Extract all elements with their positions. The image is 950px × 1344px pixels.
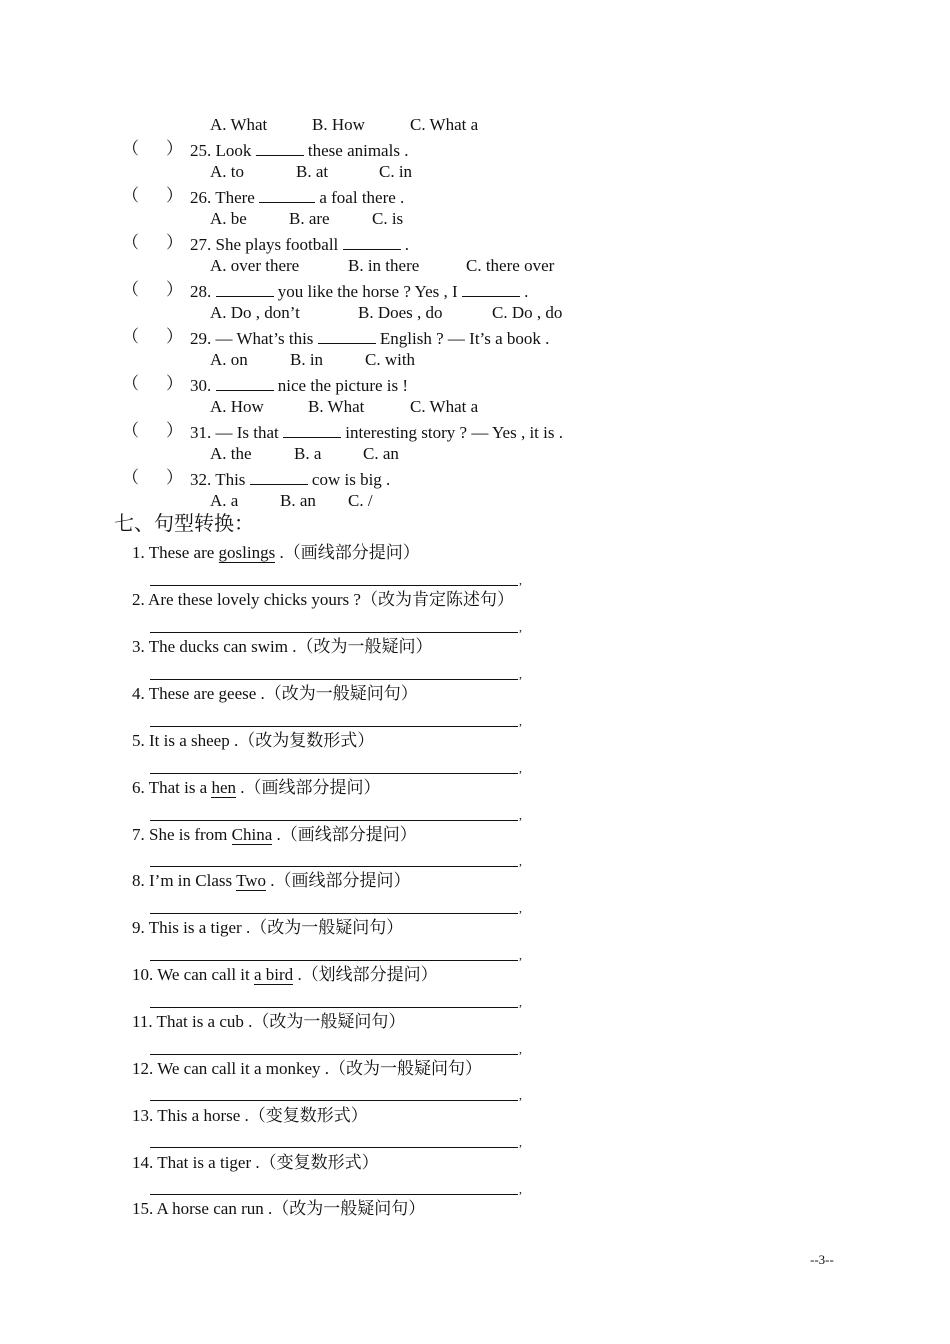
answer-blank[interactable] <box>259 186 315 203</box>
option-a: A. How <box>210 397 264 416</box>
answer-blank[interactable] <box>216 280 274 297</box>
question-stem: 32. This cow is big . <box>190 470 391 489</box>
transform-prompt: 7. She is from China .（画线部分提问） <box>132 825 417 844</box>
transform-prompt: 11. That is a cub .（改为一般疑问句） <box>132 1012 406 1031</box>
transform-prompt: 12. We can call it a monkey .（改为一般疑问句） <box>132 1059 483 1078</box>
question-stem: 31. — Is that interesting story ? — Yes , it is . <box>190 423 563 442</box>
option-a: A. Do , don’t <box>210 303 300 322</box>
answer-paren-open: （ <box>122 280 139 299</box>
question-stem: 25. Look these animals . <box>190 141 409 160</box>
option-c: C. is <box>372 209 404 228</box>
transform-prompt: 5. It is a sheep .（改为复数形式） <box>132 731 375 750</box>
answer-blank[interactable] <box>256 139 304 156</box>
answer-blank[interactable] <box>216 374 274 391</box>
option-a: A. over there <box>210 256 300 275</box>
q24-option-c: C. What a <box>410 115 479 134</box>
question-stem: 30. nice the picture is ! <box>190 376 409 395</box>
option-b: B. in <box>290 350 324 369</box>
option-c: C. What a <box>410 397 479 416</box>
answer-line[interactable] <box>150 866 518 867</box>
q24-option-b: B. How <box>312 115 365 134</box>
answer-line[interactable] <box>150 726 518 727</box>
option-b: B. a <box>294 444 322 463</box>
answer-line[interactable] <box>150 632 518 633</box>
answer-blank[interactable] <box>343 233 401 250</box>
q24-option-a: A. What <box>210 115 268 134</box>
option-c: C. there over <box>466 256 555 275</box>
answer-line[interactable] <box>150 1100 518 1101</box>
answer-paren-close: ） <box>166 280 183 299</box>
option-b: B. at <box>296 162 329 181</box>
transform-prompt: 1. These are goslings .（画线部分提问） <box>132 543 420 562</box>
answer-blank-2[interactable] <box>462 280 520 297</box>
question-stem: 29. — What’s this English ? — It’s a book . <box>190 329 550 348</box>
answer-line[interactable] <box>150 1147 518 1148</box>
answer-paren-open: （ <box>122 374 139 393</box>
answer-line[interactable] <box>150 1054 518 1055</box>
answer-line[interactable] <box>150 960 518 961</box>
answer-blank[interactable] <box>318 327 376 344</box>
transform-prompt: 10. We can call it a bird .（划线部分提问） <box>132 965 438 984</box>
answer-blank[interactable] <box>250 468 308 485</box>
answer-paren-open: （ <box>122 468 139 487</box>
option-b: B. in there <box>348 256 420 275</box>
answer-paren-open: （ <box>122 139 139 158</box>
option-a: A. to <box>210 162 244 181</box>
answer-paren-open: （ <box>122 186 139 205</box>
answer-paren-close: ） <box>166 421 183 440</box>
answer-line[interactable] <box>150 585 518 586</box>
option-b: B. Does , do <box>358 303 443 322</box>
answer-paren-close: ） <box>166 139 183 158</box>
question-stem: 26. There a foal there . <box>190 188 405 207</box>
transform-prompt: 4. These are geese .（改为一般疑问句） <box>132 684 418 703</box>
option-b: B. an <box>280 491 316 510</box>
answer-line[interactable] <box>150 1007 518 1008</box>
transform-prompt: 15. A horse can run .（改为一般疑问句） <box>132 1199 426 1218</box>
question-stem: 28. you like the horse ? Yes , I . <box>190 282 529 301</box>
option-c: C. an <box>363 444 399 463</box>
answer-line[interactable] <box>150 913 518 914</box>
option-b: B. are <box>289 209 330 228</box>
answer-line[interactable] <box>150 773 518 774</box>
page-number: --3-- <box>810 1252 834 1267</box>
transform-prompt: 2. Are these lovely chicks yours ?（改为肯定陈述句） <box>132 590 514 609</box>
transform-prompt: 9. This is a tiger .（改为一般疑问句） <box>132 918 404 937</box>
option-a: A. be <box>210 209 247 228</box>
question-stem: 27. She plays football . <box>190 235 410 254</box>
answer-line[interactable] <box>150 679 518 680</box>
answer-line[interactable] <box>150 820 518 821</box>
transform-prompt: 13. This a horse .（变复数形式） <box>132 1106 368 1125</box>
option-b: B. What <box>308 397 365 416</box>
answer-blank[interactable] <box>283 421 341 438</box>
answer-paren-close: ） <box>166 233 183 252</box>
transform-prompt: 6. That is a hen .（画线部分提问） <box>132 778 381 797</box>
answer-paren-open: （ <box>122 421 139 440</box>
section-title: 七、句型转换： <box>114 513 254 535</box>
answer-paren-open: （ <box>122 327 139 346</box>
option-c: C. with <box>365 350 416 369</box>
option-c: C. Do , do <box>492 303 563 322</box>
answer-line[interactable] <box>150 1194 518 1195</box>
option-a: A. on <box>210 350 248 369</box>
answer-paren-open: （ <box>122 233 139 252</box>
option-a: A. a <box>210 491 239 510</box>
transform-prompt: 14. That is a tiger .（变复数形式） <box>132 1153 379 1172</box>
option-c: C. / <box>348 491 373 510</box>
answer-paren-close: ） <box>166 327 183 346</box>
option-c: C. in <box>379 162 413 181</box>
answer-paren-close: ） <box>166 374 183 393</box>
answer-paren-close: ） <box>166 186 183 205</box>
option-a: A. the <box>210 444 252 463</box>
transform-prompt: 3. The ducks can swim .（改为一般疑问） <box>132 637 433 656</box>
transform-prompt: 8. I’m in Class Two .（画线部分提问） <box>132 871 411 890</box>
answer-paren-close: ） <box>166 468 183 487</box>
